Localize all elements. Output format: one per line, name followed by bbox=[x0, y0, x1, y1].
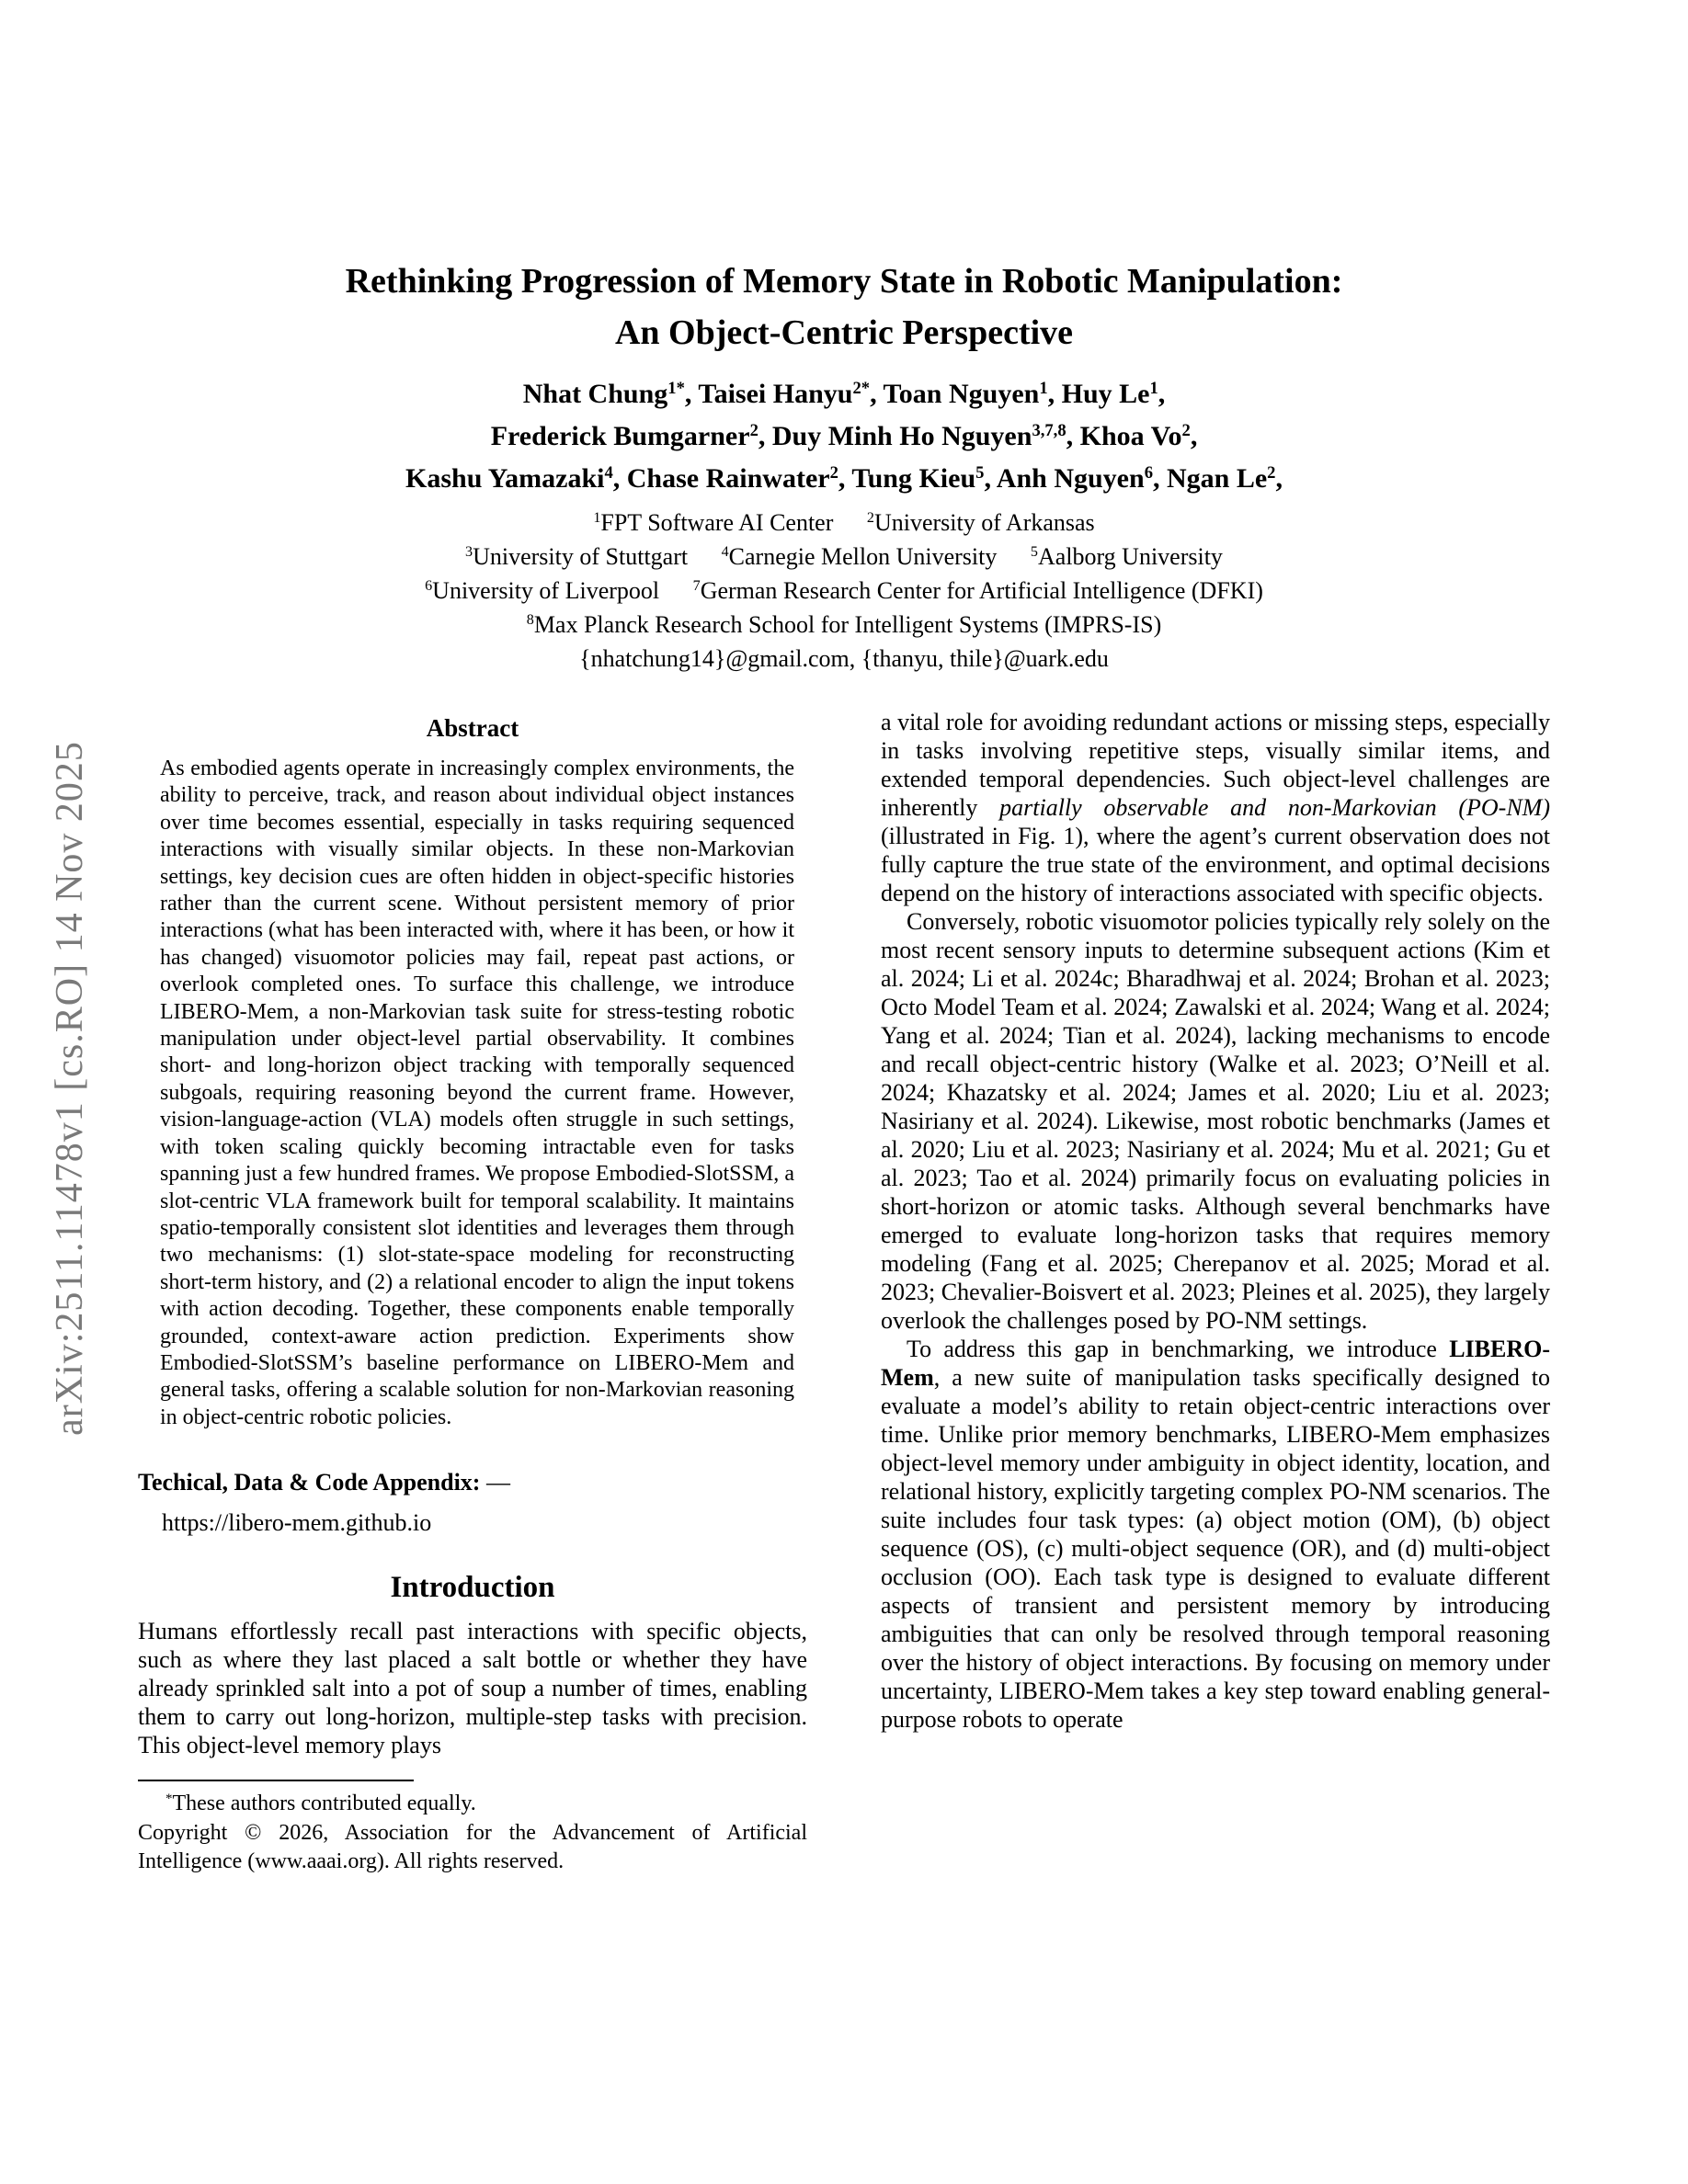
affiliation bbox=[593, 509, 833, 536]
author bbox=[1167, 463, 1283, 494]
emphasized-phrase: partially observable and non-Markovian (PO-NM) bbox=[999, 794, 1550, 821]
affiliation-marker: 6 bbox=[425, 578, 433, 595]
author-affil-marker: 1 bbox=[1039, 378, 1048, 398]
author-name: Ngan Le bbox=[1166, 463, 1268, 494]
footnote-block bbox=[138, 1780, 807, 1877]
author-name: Kashu Yamazaki bbox=[405, 463, 605, 494]
paper-header bbox=[0, 256, 1688, 676]
author-emails: {nhatchung14}@gmail.com, {thanyu, thile}@uark.edu bbox=[579, 645, 1109, 672]
author-separator: , bbox=[1047, 379, 1062, 409]
author-separator: , bbox=[612, 463, 627, 494]
author-name: Toan Nguyen bbox=[883, 379, 1040, 409]
author-affil-marker: 4 bbox=[604, 462, 613, 483]
author bbox=[627, 463, 852, 494]
abstract-text: As embodied agents operate in increasingly complex environments, the ability to perceive, track, and reason about individual object instances over time becomes essential, especially in tasks requiring sequenced interactions with visually similar objects. In these non-Markovian settings, key decision cues are often hidden in object-specific histories rather than the current scene. Without persistent memory of prior interactions (what has been interacted with, where it has been, or how it has changed) visuomotor policies may fail, repeat past actions, or overlook completed ones. To surface this challenge, we introduce LIBERO-Mem, a non-Markovian task suite for stress-testing robotic manipulation under object-level partial observability. It combines short- and long-horizon object tracking with temporally sequenced subgoals, requiring reasoning beyond the current frame. However, vision-language-action (VLA) models often struggle in such settings, with token scaling quickly becoming intractable even for tasks spanning just a few hundred frames. We propose Embodied-SlotSSM, a slot-centric VLA framework built for temporal scalability. It maintains spatio-temporally consistent slot identities and leverages them through two mechanisms: (1) slot-state-space modeling for reconstructing short-term history, and (2) a relational encoder to align the input tokens with action decoding. Together, these components enable temporally grounded, context-aware action prediction. Experiments show Embodied-SlotSSM’s baseline performance on LIBERO-Mem and general tasks, offering a scalable solution for non-Markovian reasoning in object-centric robotic policies. bbox=[160, 756, 794, 1429]
affiliation bbox=[867, 509, 1095, 536]
affiliation-line-4 bbox=[0, 608, 1688, 642]
author bbox=[997, 463, 1167, 494]
affiliation-marker: 3 bbox=[465, 544, 473, 561]
author-affil-marker: 2 bbox=[749, 420, 758, 440]
paragraph-text: a vital role for avoiding redundant actions or missing steps, especially in tasks involving repetitive steps, visually similar items, and extended temporal dependencies. Such object-level challenges are inherently bbox=[881, 709, 1550, 821]
right-paragraph-2: Conversely, robotic visuomotor policies typically rely solely on the most recent sensory inputs to determine subsequent actions (Kim et al. 2024; Li et al. 2024c; Bharadhwaj et al. 2024; Brohan et al. 2023; Octo Model Team et al. 2024; Zawalski et al. 2024; Wang et al. 2024; Yang et al. 2024; Tian et al. 2024), lacking mechanisms to encode and recall object-centric history (Walke et al. 2023; O’Neill et al. 2024; Khazatsky et al. 2024; James et al. 2020; Liu et al. 2023; Nasiriany et al. 2024). Likewise, most robotic benchmarks (James et al. 2020; Liu et al. 2023; Nasiriany et al. 2024; Mu et al. 2021; Gu et al. 2023; Tao et al. 2024) primarily focus on evaluating policies in short-horizon or atomic tasks. Although several benchmarks have emerged to evaluate long-horizon tasks that requires memory modeling (Fang et al. 2025; Cherepanov et al. 2025; Morad et al. 2023; Chevalier-Boisvert et al. 2023; Pleines et al. 2025), they largely overlook the challenges posed by PO-NM settings. bbox=[881, 908, 1550, 1334]
intro-paragraph: Humans effortlessly recall past interactions with specific objects, such as where they last placed a salt bottle or whether they have already sprinkled salt into a pot of soup a number of times, enabling them to carry out long-horizon, multiple-step tasks with precision. This object-level memory plays bbox=[138, 1618, 807, 1759]
author-list bbox=[0, 373, 1688, 500]
affiliation-name: University of Stuttgart bbox=[473, 543, 689, 570]
author-name: Duy Minh Ho Nguyen bbox=[771, 421, 1032, 451]
author bbox=[491, 421, 772, 451]
author bbox=[698, 379, 883, 409]
paragraph-text: , a new suite of manipulation tasks specifically designed to evaluate a model’s ability to retain object-centric interactions over time. Unlike prior memory benchmarks, LIBERO-Mem emphasizes object-level memory under ambiguity in object identity, location, and relational history, explicitly targeting complex PO-NM scenarios. The suite includes four task types: (a) object motion (OM), (b) object sequence (OS), (c) multi-object sequence (OR), and (d) multi-object occlusion (OO). Each task type is designed to evaluate different aspects of transient and persistent memory by introducing ambiguities that can only be resolved through temporal reasoning over the history of object interactions. By focusing on memory under uncertainty, LIBERO-Mem takes a key step toward enabling general-purpose robots to operate bbox=[881, 1364, 1550, 1733]
author bbox=[851, 463, 996, 494]
author-separator: , bbox=[838, 463, 852, 494]
arxiv-watermark: arXiv:2511.11478v1 [cs.RO] 14 Nov 2025 bbox=[49, 741, 91, 1436]
paragraph-text: (illustrated in Fig. 1), where the agent’s current observation does not fully capture the true state of the environment, and optimal decisions depend on the history of interactions associated with specific objects. bbox=[881, 823, 1550, 906]
footnote-copyright: Copyright © 2026, Association for the Advancement of Artificial Intelligence (www.aaai.org). All rights reserved. bbox=[138, 1820, 807, 1874]
author-affil-marker: 2 bbox=[1181, 420, 1191, 440]
author-separator: , bbox=[758, 421, 772, 451]
appendix-note-label: Techical, Data & Code Appendix: bbox=[138, 1469, 481, 1496]
author-affil-marker: 6 bbox=[1144, 462, 1153, 483]
author-name: Huy Le bbox=[1061, 379, 1150, 409]
affiliation-name: Aalborg University bbox=[1037, 543, 1223, 570]
author-separator: , bbox=[1190, 421, 1198, 451]
author bbox=[405, 463, 627, 494]
author-separator: , bbox=[984, 463, 997, 494]
author-affil-marker: 2 bbox=[829, 462, 838, 483]
affiliation-line-1 bbox=[0, 506, 1688, 540]
author-name: Frederick Bumgarner bbox=[490, 421, 750, 451]
right-column bbox=[881, 708, 1550, 1734]
appendix-url-link[interactable]: https://libero-mem.github.io bbox=[162, 1509, 432, 1537]
affiliation-marker: 1 bbox=[593, 510, 601, 527]
affiliation-marker: 8 bbox=[526, 612, 534, 629]
affiliation bbox=[465, 543, 688, 570]
footnote-equal-contribution bbox=[138, 1790, 807, 1819]
affiliation-name: German Research Center for Artificial Intelligence (DFKI) bbox=[700, 577, 1263, 604]
affiliation bbox=[1031, 543, 1223, 570]
author-name: Taisei Hanyu bbox=[698, 379, 853, 409]
affiliation-line-3 bbox=[0, 574, 1688, 608]
author-name: Nhat Chung bbox=[522, 379, 668, 409]
author-affil-marker: 5 bbox=[975, 462, 985, 483]
author-affil-marker: 3,7,8 bbox=[1032, 420, 1066, 440]
author-separator: , bbox=[1152, 463, 1167, 494]
author bbox=[772, 421, 1080, 451]
footnote-asterisk-marker: * bbox=[165, 1791, 173, 1806]
abstract-heading: Abstract bbox=[426, 714, 519, 742]
affiliation-list bbox=[0, 506, 1688, 642]
affiliation-name: Carnegie Mellon University bbox=[728, 543, 998, 570]
author-name: Khoa Vo bbox=[1079, 421, 1182, 451]
author-separator: , bbox=[1158, 379, 1166, 409]
author-separator: , bbox=[684, 379, 699, 409]
author-separator: , bbox=[1066, 421, 1080, 451]
right-paragraph-3 bbox=[881, 1335, 1550, 1734]
affiliation-line-2 bbox=[0, 540, 1688, 574]
author-name: Tung Kieu bbox=[851, 463, 976, 494]
paper-title-line-2: An Object-Centric Perspective bbox=[614, 313, 1074, 352]
affiliation bbox=[527, 611, 1161, 638]
benchmark-name-bold: LIBERO-Mem bbox=[881, 1336, 1550, 1391]
paper-title bbox=[0, 256, 1688, 358]
paragraph-text: To address this gap in benchmarking, we introduce bbox=[907, 1336, 1450, 1362]
footnote-equal-text: These authors contributed equally. bbox=[172, 1792, 476, 1816]
author-line-3 bbox=[0, 458, 1688, 500]
right-paragraph-1 bbox=[881, 708, 1550, 907]
affiliation-name: Max Planck Research School for Intelligent Systems (IMPRS-IS) bbox=[533, 611, 1162, 638]
author-affil-marker: 1* bbox=[667, 378, 685, 398]
appendix-note-dash: — bbox=[480, 1469, 510, 1496]
introduction-heading: Introduction bbox=[390, 1571, 555, 1605]
affiliation bbox=[722, 543, 998, 570]
author-separator: , bbox=[870, 379, 884, 409]
footnote-rule bbox=[138, 1780, 414, 1781]
author bbox=[884, 379, 1062, 409]
author-name: Chase Rainwater bbox=[626, 463, 830, 494]
paper-title-line-1: Rethinking Progression of Memory State in Robotic Manipulation: bbox=[345, 262, 1343, 301]
affiliation-marker: 5 bbox=[1030, 544, 1038, 561]
affiliation bbox=[693, 577, 1263, 604]
affiliation-marker: 2 bbox=[866, 510, 874, 527]
author-line-1 bbox=[0, 373, 1688, 415]
affiliation bbox=[425, 577, 659, 604]
author-line-2 bbox=[0, 415, 1688, 458]
affiliation-name: University of Arkansas bbox=[873, 509, 1095, 536]
author bbox=[1062, 379, 1166, 409]
appendix-note bbox=[138, 1462, 807, 1543]
author-affil-marker: 2 bbox=[1267, 462, 1276, 483]
author-name: Anh Nguyen bbox=[996, 463, 1145, 494]
author-affil-marker: 2* bbox=[852, 378, 871, 398]
author-separator: , bbox=[1275, 463, 1283, 494]
author bbox=[523, 379, 699, 409]
affiliation-marker: 7 bbox=[692, 578, 701, 595]
affiliation-name: FPT Software AI Center bbox=[600, 509, 834, 536]
affiliation-marker: 4 bbox=[721, 544, 729, 561]
author-affil-marker: 1 bbox=[1149, 378, 1158, 398]
left-column bbox=[138, 691, 807, 1877]
affiliation-name: University of Liverpool bbox=[432, 577, 660, 604]
author bbox=[1080, 421, 1198, 451]
